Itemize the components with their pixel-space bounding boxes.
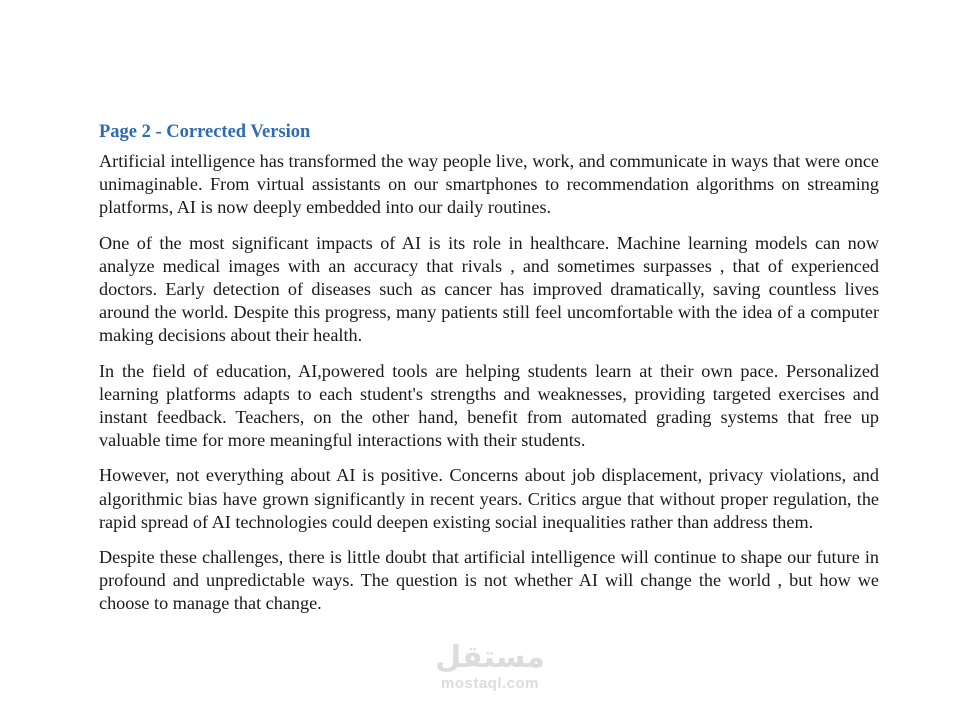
page-heading: Page 2 - Corrected Version (99, 122, 311, 142)
paragraph-conclusion: Despite these challenges, there is little doubt that artificial intelligence will continue to shape our future in profound and unpredictable ways. The question is not whether AI will change the world , but how we choose to manage that change. (99, 547, 879, 614)
document-page (99, 121, 879, 628)
watermark-logo: مستقل (435, 640, 545, 675)
paragraph-education: In the field of education, AI,powered tools are helping students learn at their own pace. Personalized learning platforms adapts to each student's strengths and weaknesses, providing targeted exercises and instant feedback. Teachers, on the other hand, benefit from automated grading systems that free up valuable time for more meaningful interactions with their students. (99, 360, 879, 451)
watermark-url: mostaql.com (440, 675, 540, 692)
paragraph-concerns: However, not everything about AI is positive. Concerns about job displacement, privacy violations, and algorithmic bias have grown significantly in recent years. Critics argue that without proper regulation, the rapid spread of AI technologies could deepen existing social inequalities rather than address them. (99, 465, 879, 532)
paragraph-healthcare: One of the most significant impacts of AI is its role in healthcare. Machine learning models can now analyze medical images with an accuracy that rivals , and sometimes surpasses , that of experienced doctors. Early detection of diseases such as cancer has improved dramatically, saving countless lives around the world. Despite this progress, many patients still feel uncomfortable with the idea of a computer making decisions about their health. (99, 232, 879, 346)
watermark (428, 641, 552, 692)
paragraph-intro: Artificial intelligence has transformed the way people live, work, and communicate in ways that were once unimaginable. From virtual assistants on our smartphones to recommendation algorithms on streaming platforms, AI is now deeply embedded into our daily routines. (99, 151, 879, 218)
